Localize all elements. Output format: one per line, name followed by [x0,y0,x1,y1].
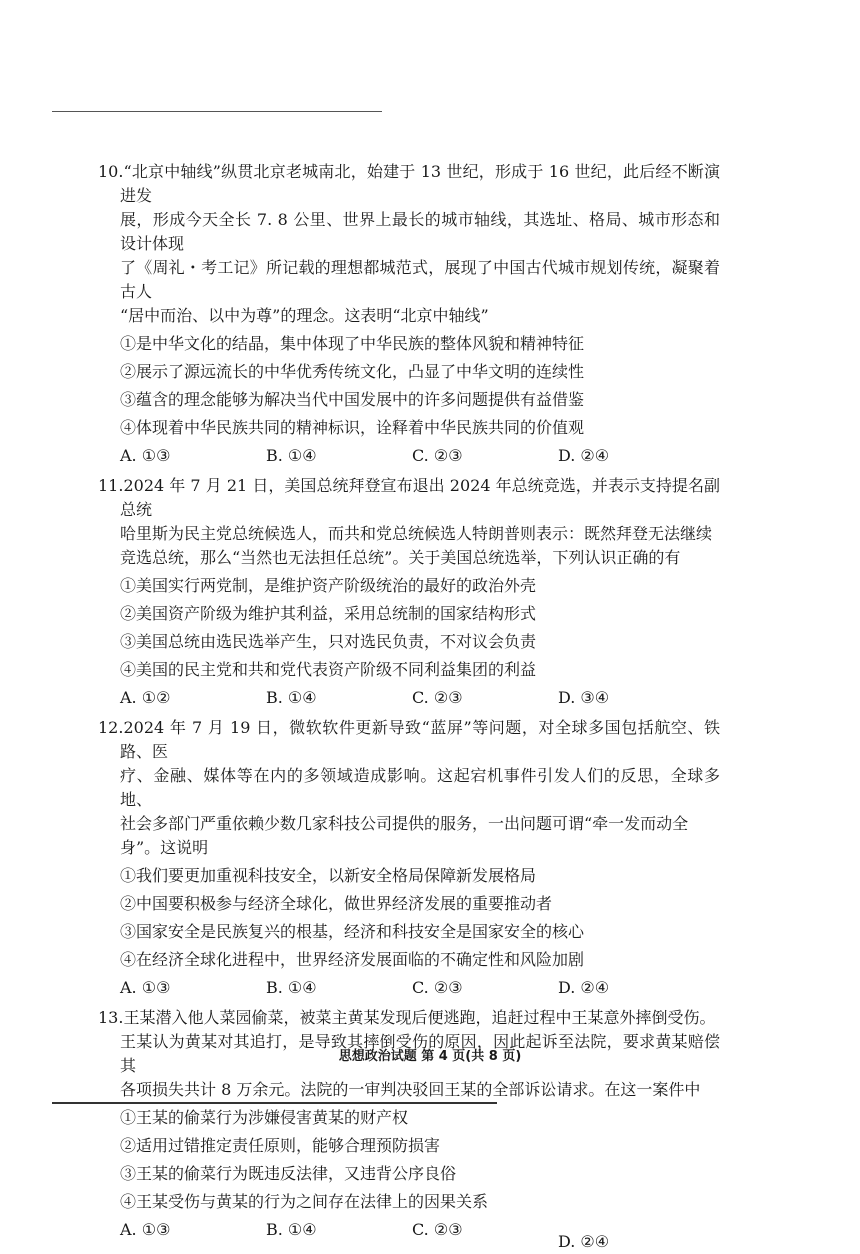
statement-option: ④王某受伤与黄某的行为之间存在法律上的因果关系 [120,1192,489,1211]
choice-b: B. ①④ [266,446,317,465]
stem-line: 社会多部门严重依赖少数几家科技公司提供的服务，一出问题可谓“牵一发而动全 [120,814,689,833]
statement-option: ①美国实行两党制，是维护资产阶级统治的最好的政治外壳 [120,576,537,595]
top-rule [52,111,382,112]
choice-a: A. ①③ [120,978,171,997]
statement-option: ①我们要更加重视科技安全，以新安全格局保障新发展格局 [120,866,537,885]
statement-option: ②美国资产阶级为维护其利益，采用总统制的国家结构形式 [120,604,537,623]
choice-a: A. ①③ [120,446,171,465]
choice-a: A. ①② [120,688,171,707]
statement-option: ①是中华文化的结晶，集中体现了中华民族的整体风貌和精神特征 [120,334,585,353]
statement-option: ③蕴含的理念能够为解决当代中国发展中的许多问题提供有益借鉴 [120,390,585,409]
statement-option: ④在经济全球化进程中，世界经济发展面临的不确定性和风险加剧 [120,950,585,969]
stem-line: 哈里斯为民主党总统候选人，而共和党总统候选人特朗普则表示：既然拜登无法继续 [120,524,713,543]
statement-option: ③王某的偷菜行为既违反法律，又违背公序良俗 [120,1164,457,1183]
choice-c: C. ②③ [412,978,463,997]
stem-line: 了《周礼・考工记》所记载的理想都城范式，展现了中国古代城市规划传统，凝聚着古人 [120,258,720,301]
choice-c: C. ②③ [412,688,463,707]
stem-line: 2024 年 7 月 19 日，微软软件更新导致“蓝屏”等问题，对全球多国包括航空、铁路、医 [120,718,720,761]
question-number: 11. [98,476,124,495]
choice-c: C. ②③ [412,1220,463,1239]
question-11 [98,474,720,710]
stem-line: 疗、金融、媒体等在内的多领域造成影响。这起宕机事件引发人们的反思，全球多地、 [120,766,720,809]
choice-d: D. ③④ [558,688,610,707]
question-stem [98,474,720,570]
statement-option: ②适用过错推定责任原则，能够合理预防损害 [120,1136,441,1155]
page-footer: 思想政治试题 第 4 页(共 8 页) [338,1049,522,1064]
stem-line: 竞选总统，那么“当然也无法担任总统”。关于美国总统选举，下列认识正确的有 [120,548,681,567]
answer-choices [120,444,720,468]
question-number: 12. [98,718,124,737]
statement-option: ②中国要积极参与经济全球化，做世界经济发展的重要推动者 [120,894,553,913]
answer-choices [120,976,720,1000]
question-stem [98,160,720,328]
statement-option: ③国家安全是民族复兴的根基，经济和科技安全是国家安全的核心 [120,922,585,941]
stem-line: “北京中轴线”纵贯北京老城南北，始建于 13 世纪，形成于 16 世纪，此后经不断演进发 [120,162,720,205]
choice-a: A. ①③ [120,1220,171,1239]
stem-line: 各项损失共计 8 万余元。法院的一审判决驳回王某的全部诉讼请求。在这一案件中 [120,1080,701,1099]
stem-line: 王某潜入他人菜园偷菜，被菜主黄某发现后便逃跑，追赶过程中王某意外摔倒受伤。 [123,1008,716,1027]
choice-d: D. ②④ [558,446,610,465]
statement-option: ③美国总统由选民选举产生，只对选民负责，不对议会负责 [120,632,537,651]
question-number: 10. [98,162,124,181]
statement-option: ②展示了源远流长的中华优秀传统文化，凸显了中华文明的连续性 [120,362,585,381]
choice-d: D. ②④ [558,1232,610,1251]
bottom-rule [52,1102,497,1104]
stem-line: 2024 年 7 月 21 日，美国总统拜登宣布退出 2024 年总统竞选，并表示支持提名副总统 [120,476,720,519]
question-10 [98,160,720,468]
question-12 [98,716,720,1000]
choice-c: C. ②③ [412,446,463,465]
stem-line: “居中而治、以中为尊”的理念。这表明“北京中轴线” [120,306,489,325]
choice-b: B. ①④ [266,688,317,707]
answer-choices [120,686,720,710]
stem-line: 身”。这说明 [120,838,209,857]
choice-d: D. ②④ [558,978,610,997]
question-list [98,160,720,1251]
question-number: 13. [98,1008,124,1027]
stem-line: 王某认为黄某对其追打，是导致其摔倒受伤的原因，因此起诉至法院，要求黄某赔偿其 [120,1032,720,1075]
choice-b: B. ①④ [266,978,317,997]
statement-option: ④体现着中华民族共同的精神标识，诠释着中华民族共同的价值观 [120,418,585,437]
stem-line: 展，形成今天全长 7. 8 公里、世界上最长的城市轴线，其选址、格局、城市形态和设计体现 [120,210,720,253]
question-stem [98,716,720,860]
statement-option: ④美国的民主党和共和党代表资产阶级不同利益集团的利益 [120,660,537,679]
statement-option: ①王某的偷菜行为涉嫌侵害黄某的财产权 [120,1108,409,1127]
answer-choices [120,1218,720,1251]
question-13 [98,1006,720,1251]
choice-b: B. ①④ [266,1220,317,1239]
